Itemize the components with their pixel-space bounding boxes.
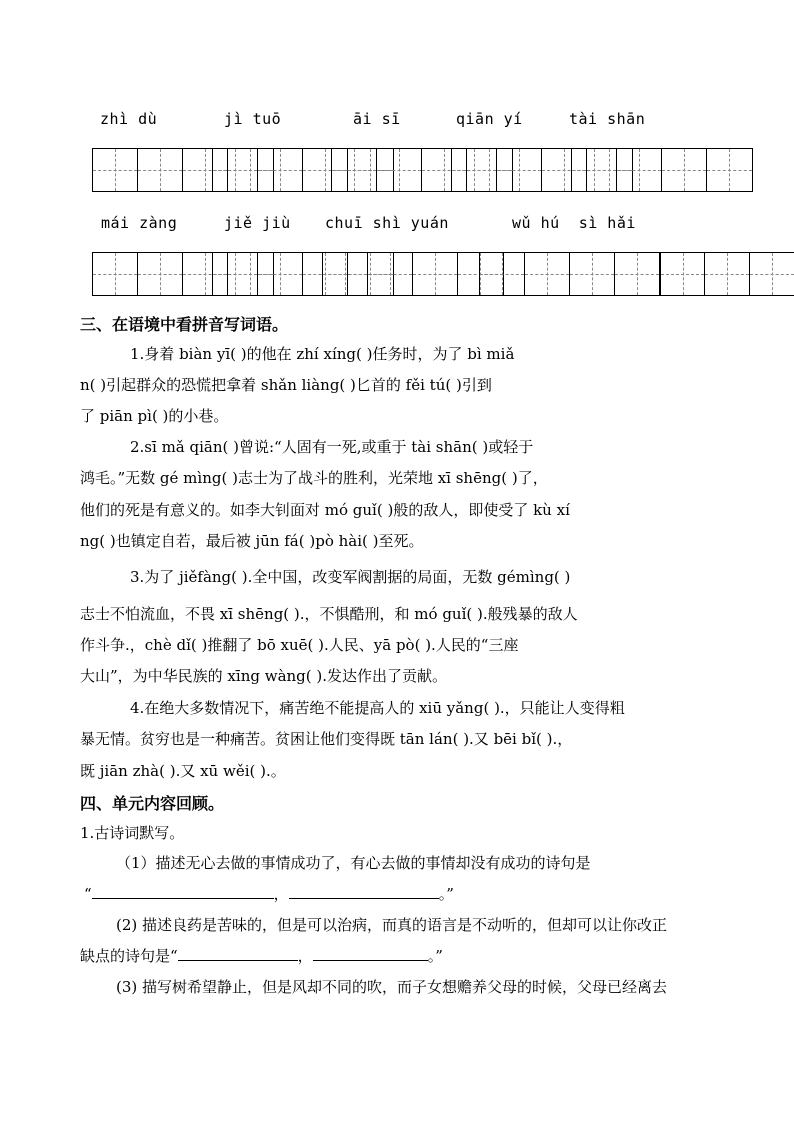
text-line: （1）描述无心去做的事情成功了，有心去做的事情却没有成功的诗句是 bbox=[116, 854, 591, 872]
grid-guide-horizontal bbox=[705, 274, 749, 275]
grid-guide-horizontal bbox=[497, 170, 541, 171]
grid-guide-horizontal bbox=[615, 274, 659, 275]
text-line: 1.身着 biàn yī( )的他在 zhí xíng( )任务时，为了 bì miǎ bbox=[130, 345, 515, 363]
grid-guide-horizontal bbox=[332, 170, 376, 171]
quote-close: 。” bbox=[438, 885, 454, 903]
text-line: 鸿毛。”无数 gé mìng( )志士为了战斗的胜利，光荣地 xī shēng( )了， bbox=[80, 469, 548, 487]
grid-cell[interactable] bbox=[323, 253, 368, 295]
grid-guide-horizontal bbox=[138, 170, 182, 171]
grid-cell[interactable] bbox=[617, 149, 662, 191]
text-line: 志士不怕流血，不畏 xī shēng( ).，不惧酷刑，和 mó guǐ( ).般残暴的敌人 bbox=[80, 605, 578, 623]
grid-cell[interactable] bbox=[138, 253, 183, 295]
grid-guide-horizontal bbox=[480, 274, 524, 275]
grid-guide-horizontal bbox=[452, 170, 496, 171]
writing-grid[interactable] bbox=[479, 252, 794, 296]
text-line: 1.古诗词默写。 bbox=[80, 824, 185, 842]
text-line: ng( )也镇定自若，最后被 jūn fá( )pò hài( )至死。 bbox=[80, 532, 424, 550]
grid-guide-horizontal bbox=[258, 274, 302, 275]
text-line: n( )引起群众的恐慌把拿着 shǎn liàng( )匕首的 fěi tú( )引到 bbox=[80, 376, 492, 394]
grid-cell[interactable] bbox=[332, 149, 377, 191]
pinyin-label: chuī shì yuán bbox=[325, 214, 449, 232]
grid-cell[interactable] bbox=[525, 253, 570, 295]
grid-cell[interactable] bbox=[377, 149, 422, 191]
grid-cell[interactable] bbox=[93, 149, 138, 191]
quote-open: “ bbox=[84, 885, 92, 903]
separator: ， bbox=[273, 885, 289, 903]
writing-grid[interactable] bbox=[322, 252, 504, 296]
grid-cell[interactable] bbox=[213, 253, 258, 295]
grid-guide-horizontal bbox=[413, 274, 457, 275]
grid-guide-horizontal bbox=[661, 274, 704, 275]
grid-guide-horizontal bbox=[323, 274, 367, 275]
text-line: 2.sī mǎ qiān( )曾说:“人固有一死,或重于 tài shān( )或轻于 bbox=[130, 438, 534, 456]
grid-cell[interactable] bbox=[452, 149, 497, 191]
grid-guide-horizontal bbox=[93, 274, 137, 275]
grid-cell[interactable] bbox=[368, 253, 413, 295]
grid-guide-horizontal bbox=[707, 170, 752, 171]
grid-cell[interactable] bbox=[707, 149, 752, 191]
text-line bbox=[84, 883, 454, 904]
grid-guide-horizontal bbox=[570, 274, 614, 275]
grid-guide-horizontal bbox=[572, 170, 616, 171]
answer-blank[interactable] bbox=[178, 946, 298, 961]
text-line: (3) 描写树希望静止，但是风却不同的吹，而子女想赡养父母的时候，父母已经离去 bbox=[116, 978, 668, 996]
text-prefix: 缺点的诗句是“ bbox=[80, 947, 178, 965]
grid-cell[interactable] bbox=[93, 253, 138, 295]
pinyin-label: āi sī bbox=[353, 110, 401, 128]
section-title: 四、单元内容回顾。 bbox=[80, 794, 225, 813]
grid-guide-horizontal bbox=[617, 170, 661, 171]
separator: ， bbox=[297, 947, 313, 965]
pinyin-label: qiān yí bbox=[456, 110, 523, 128]
grid-cell[interactable] bbox=[258, 149, 303, 191]
grid-cell[interactable] bbox=[572, 149, 617, 191]
text-line: 作斗争.，chè dǐ( )推翻了 bō xuē( ).人民、yā pò( ).人民的“三座 bbox=[80, 636, 519, 654]
grid-cell[interactable] bbox=[750, 253, 794, 295]
pinyin-label: wǔ hú sì hǎi bbox=[512, 214, 636, 232]
text-line bbox=[80, 945, 443, 966]
text-line: 3.为了 jiěfàng( ).全中国，改变军阀割据的局面，无数 gémìng( ) bbox=[130, 568, 571, 586]
grid-guide-horizontal bbox=[213, 170, 257, 171]
pinyin-label: jì tuō bbox=[224, 110, 282, 128]
grid-cell[interactable] bbox=[213, 149, 258, 191]
pinyin-label: jiě jiù bbox=[224, 214, 291, 232]
grid-cell[interactable] bbox=[705, 253, 750, 295]
grid-guide-horizontal bbox=[750, 274, 794, 275]
grid-guide-horizontal bbox=[525, 274, 569, 275]
grid-cell[interactable] bbox=[497, 149, 542, 191]
grid-guide-horizontal bbox=[662, 170, 706, 171]
answer-blank[interactable] bbox=[313, 946, 428, 961]
writing-grid[interactable] bbox=[571, 148, 753, 192]
grid-guide-horizontal bbox=[258, 170, 302, 171]
section-title: 三、在语境中看拼音写词语。 bbox=[80, 315, 289, 334]
text-line: 大山”，为中华民族的 xīng wàng( ).发达作出了贡献。 bbox=[80, 667, 448, 685]
grid-cell[interactable] bbox=[413, 253, 458, 295]
grid-cell[interactable] bbox=[570, 253, 615, 295]
grid-guide-horizontal bbox=[213, 274, 257, 275]
grid-guide-horizontal bbox=[138, 274, 182, 275]
text-line: 既 jiān zhà( ).又 xū wěi( ).。 bbox=[80, 762, 286, 780]
answer-blank[interactable] bbox=[289, 884, 439, 899]
quote-close: 。” bbox=[427, 947, 443, 965]
text-line: 4.在绝大多数情况下，痛苦绝不能提高人的 xiū yǎng( ).，只能让人变得粗 bbox=[130, 699, 625, 717]
grid-cell[interactable] bbox=[138, 149, 183, 191]
grid-cell[interactable] bbox=[480, 253, 525, 295]
pinyin-label: tài shān bbox=[569, 110, 646, 128]
text-line: 暴无情。贫穷也是一种痛苦。贫困让他们变得既 tān lán( ).又 bēi bǐ( ).， bbox=[80, 730, 573, 748]
pinyin-label: zhì dù bbox=[100, 110, 158, 128]
grid-guide-horizontal bbox=[377, 170, 421, 171]
grid-guide-horizontal bbox=[93, 170, 137, 171]
grid-cell[interactable] bbox=[660, 253, 705, 295]
grid-guide-horizontal bbox=[368, 274, 412, 275]
answer-blank[interactable] bbox=[92, 884, 274, 899]
grid-cell[interactable] bbox=[662, 149, 707, 191]
text-line: 了 piān pì( )的小巷。 bbox=[80, 407, 229, 425]
grid-cell[interactable] bbox=[615, 253, 660, 295]
text-line: (2) 描述良药是苦味的，但是可以治病，而真的语言是不动听的，但却可以让你改正 bbox=[116, 916, 668, 934]
grid-cell[interactable] bbox=[258, 253, 303, 295]
text-line: 他们的死是有意义的。如李大钊面对 mó guǐ( )般的敌人，即使受了 kù xí bbox=[80, 501, 570, 519]
pinyin-label: mái zàng bbox=[101, 214, 178, 232]
